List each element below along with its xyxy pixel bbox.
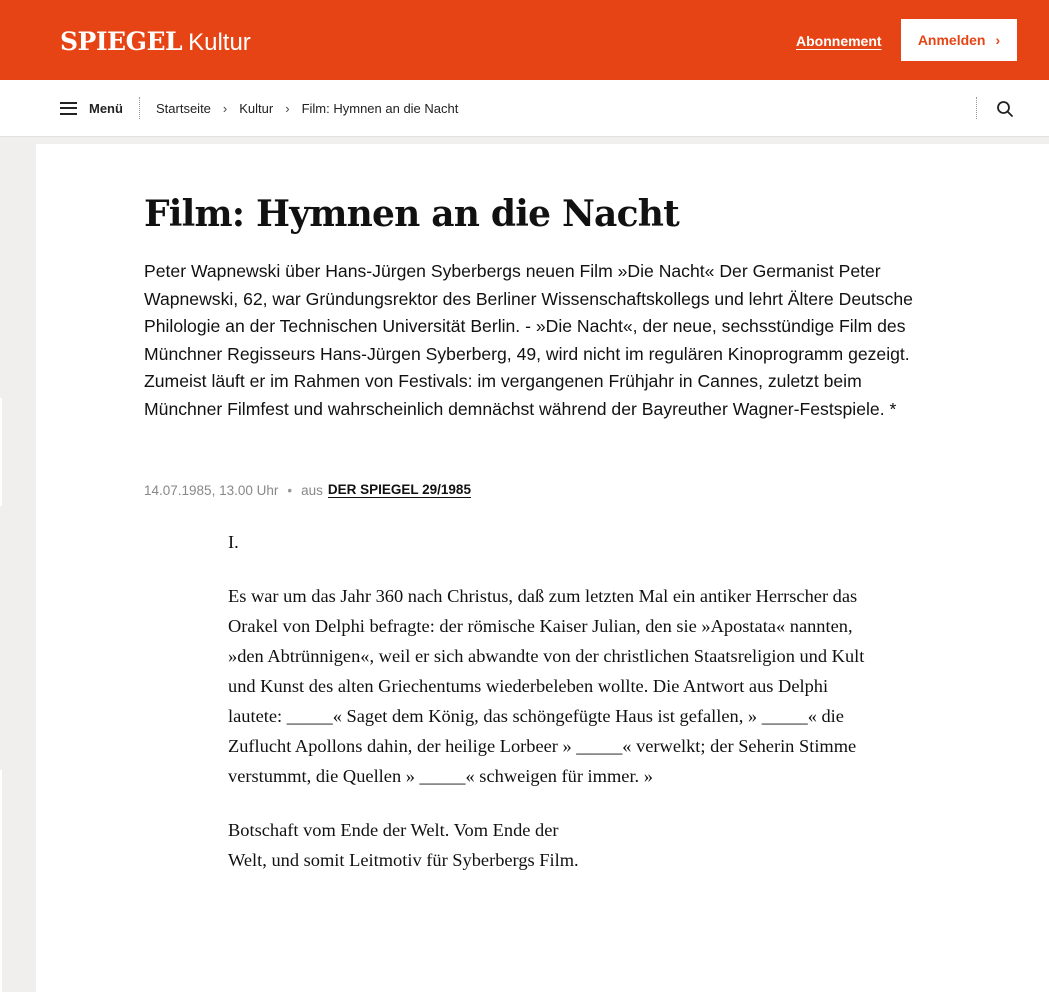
breadcrumb: [156, 80, 458, 136]
site-logo[interactable]: [60, 27, 251, 57]
issue-link[interactable]: DER SPIEGEL 29/1985: [327, 482, 471, 497]
article-meta: [144, 482, 471, 498]
chevron-right-icon: ›: [285, 100, 290, 116]
navigation-bar: [0, 80, 1049, 137]
divider: [976, 97, 977, 119]
edge-highlight: [0, 770, 2, 992]
login-button-label: Anmelden: [917, 32, 986, 48]
breadcrumb-home[interactable]: Startseite: [156, 100, 211, 116]
bullet-separator: •: [287, 482, 293, 498]
body-paragraph: Botschaft vom Ende der Welt. Vom Ende der Welt, und somit Leitmotiv für Syberbergs Film.: [228, 820, 579, 870]
breadcrumb-kultur[interactable]: Kultur: [239, 100, 274, 116]
article-title: Film: Hymnen an die Nacht: [144, 193, 679, 235]
article-body: [228, 527, 868, 899]
site-header: [0, 0, 1049, 80]
login-button[interactable]: [901, 19, 1017, 61]
breadcrumb-current[interactable]: Film: Hymnen an die Nacht: [301, 100, 459, 116]
body-paragraph: Es war um das Jahr 360 nach Christus, daß zum letzten Mal ein antiker Herrscher das Orakel von Delphi befragte: der römische Kaiser Julian, den sie »Apostata« nannten, »den Abtrünnigen«, weil er sich abwandte von der christlichen Staatsreligion und Kult und Kunst des alten Griechentums wiederbeleben wollte. Die Antwort aus Delphi lautete: _____« Saget dem König, das schöngefügte Haus ist gefallen, » _____« die Zuflucht Apollons dahin, der heilige Lorbeer » _____« verwelkt; der Seherin Stimme verstummt, die Quellen » _____« schweigen für immer. »: [228, 586, 865, 786]
divider: [139, 97, 140, 119]
publish-date: 14.07.1985, 13.00 Uhr: [144, 482, 279, 498]
chevron-right-icon: ›: [995, 32, 1001, 48]
section-number: I.: [228, 532, 239, 552]
subscription-link[interactable]: Abonnement: [796, 33, 882, 49]
chevron-right-icon: ›: [222, 100, 228, 116]
section-name: Kultur: [188, 29, 251, 56]
edge-highlight: [0, 398, 2, 506]
brand-name: SPIEGEL: [60, 27, 183, 56]
hamburger-icon: [60, 102, 77, 115]
article-lead: Peter Wapnewski über Hans-Jürgen Syberbergs neuen Film »Die Nacht« Der Germanist Peter Wapnewski, 62, war Gründungsrektor des Berliner Wissenschaftskollegs und lehrt Ältere Deutsche Philologie an der Technischen Universität Berlin. - »Die Nacht«, der neue, sechsstündige Film des Münchner Regisseurs Hans-Jürgen Syberberg, 49, wird nicht im regulären Kinoprogramm gezeigt. Zumeist läuft er im Rahmen von Festivals: im vergangenen Frühjahr in Cannes, zuletzt beim Münchner Filmfest und wahrscheinlich demnächst während der Bayreuther Wagner-Festspiele. *: [144, 261, 913, 419]
source-prefix: aus: [301, 482, 323, 498]
search-icon[interactable]: [996, 100, 1014, 118]
menu-label: Menü: [89, 100, 123, 116]
menu-button[interactable]: [60, 80, 123, 136]
